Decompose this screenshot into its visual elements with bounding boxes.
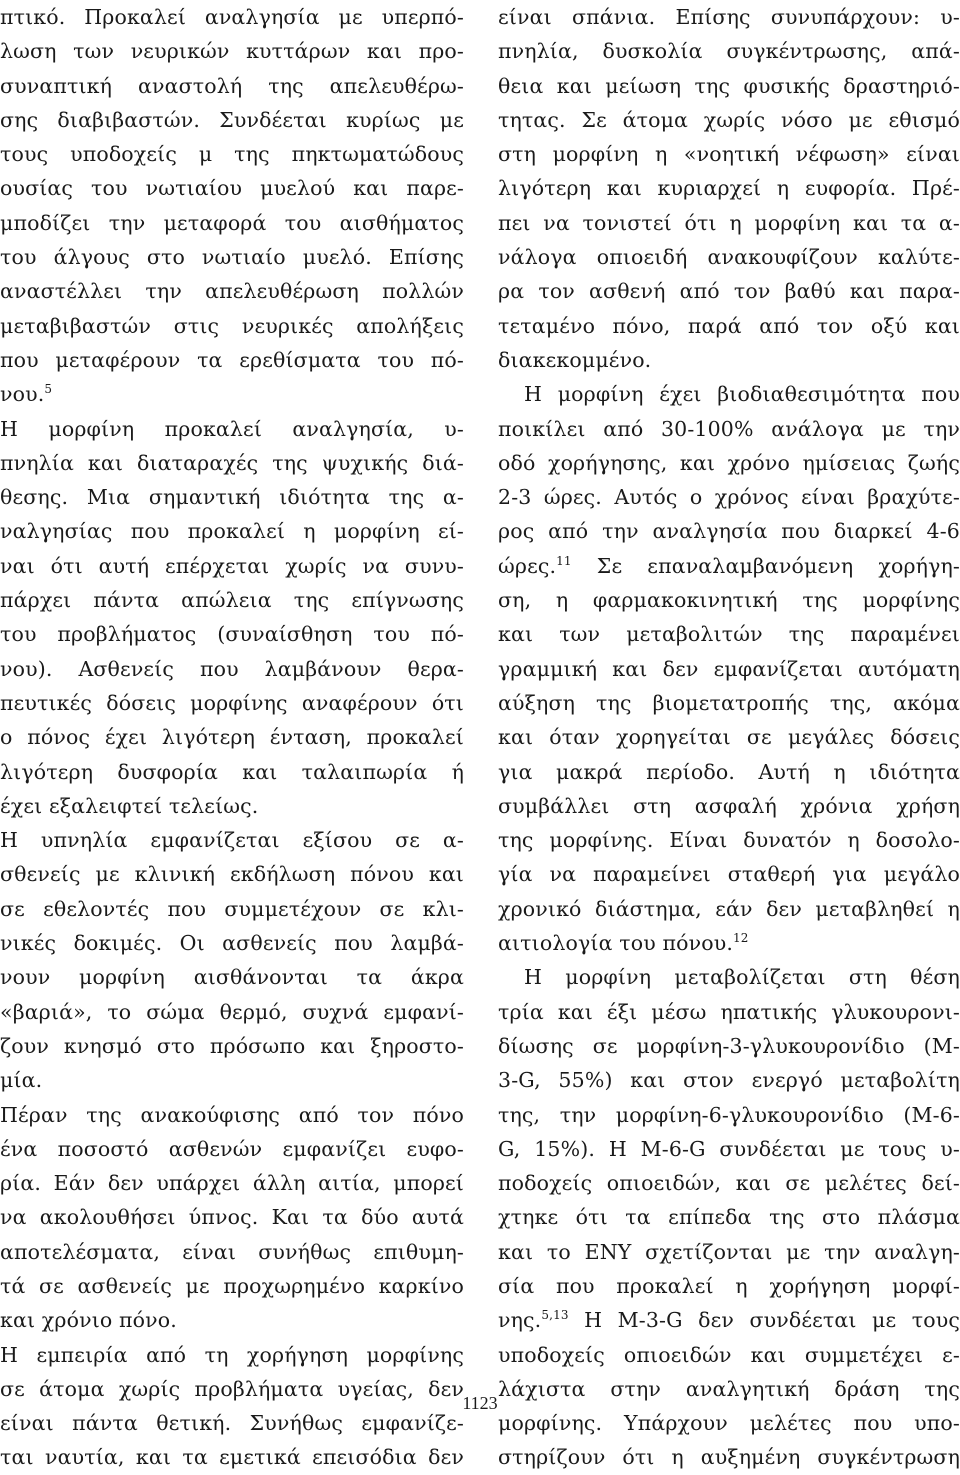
line-text: αύξηση της βιομετατροπής της, ακόμα <box>498 690 960 715</box>
line-text: πάρχει πάντα απώλεια της επίγνωσης <box>0 588 464 613</box>
text-line <box>0 549 464 583</box>
text-line <box>0 1235 464 1269</box>
text-line <box>0 377 464 411</box>
text-line <box>498 274 960 308</box>
text-line <box>498 69 960 103</box>
line-text: τητας. Σε άτομα χωρίς νόσο με εθισμό <box>498 107 960 132</box>
line-text: ρα τον ασθενή από τον βαθύ και παρα- <box>498 279 960 304</box>
line-text: Πέραν της ανακούφισης από τον πόνο <box>0 1102 464 1127</box>
text-line <box>498 1063 960 1097</box>
text-line <box>0 926 464 960</box>
text-line <box>498 823 960 857</box>
line-text: μποδίζει την μεταφορά του αισθήματος <box>0 210 464 235</box>
line-text: για μακρά περίοδο. Αυτή η ιδιότητα <box>498 759 960 784</box>
line-text: στηρίζουν ότι η αυξημένη συγκέντρωση <box>498 1445 960 1470</box>
line-text: τους υποδοχείς μ της πηκτωματώδους <box>0 142 464 167</box>
line-text: Η μορφίνη προκαλεί αναλγησία, υ- <box>0 416 464 441</box>
text-line <box>498 412 960 446</box>
text-line <box>498 1235 960 1269</box>
text-line <box>0 720 464 754</box>
line-text: σε άτομα χωρίς προβλήματα υγείας, δεν <box>0 1376 464 1401</box>
text-line <box>0 309 464 343</box>
citation-superscript: 5,13 <box>541 1308 569 1323</box>
line-text: 3-G, 55%) και στον ενεργό μεταβολίτη <box>498 1068 960 1093</box>
line-text: και χρόνιο πόνο. <box>0 1308 177 1333</box>
text-line <box>0 892 464 926</box>
line-text: είναι πάντα θετική. Συνήθως εμφανίζε- <box>0 1411 464 1436</box>
line-text: συμβάλλει στη ασφαλή χρόνια χρήση <box>498 793 960 818</box>
line-text: στη μορφίνη η «νοητική νέφωση» είναι <box>498 142 960 167</box>
line-text: και όταν χορηγείται σε μεγάλες δόσεις <box>498 725 960 750</box>
line-text: σε εθελοντές που συμμετέχουν σε κλι- <box>0 896 464 921</box>
text-line <box>498 171 960 205</box>
citation-superscript: 12 <box>733 931 749 946</box>
text-line <box>498 0 960 34</box>
line-text: θεσης. Μια σημαντική ιδιότητα της α- <box>0 485 464 510</box>
text-line <box>0 823 464 857</box>
text-line <box>498 549 960 583</box>
line-text: οδό χορήγησης, και χρόνο ημίσειας ζωής <box>498 450 960 475</box>
text-line <box>0 0 464 34</box>
text-line <box>0 960 464 994</box>
text-line <box>498 1338 960 1372</box>
line-text: πευτικές δόσεις μορφίνης αναφέρουν ότι <box>0 690 464 715</box>
text-line <box>498 1440 960 1474</box>
line-text: ένα ποσοστό ασθενών εμφανίζει ευφο- <box>0 1136 464 1161</box>
line-text: Η εμπειρία από τη χορήγηση μορφίνης <box>0 1342 464 1367</box>
line-text: θεια και μείωση της φυσικής δραστηριό- <box>498 73 960 98</box>
text-line <box>498 1132 960 1166</box>
line-text: σία που προκαλεί η χορήγηση μορφί- <box>498 1273 960 1298</box>
text-line <box>0 137 464 171</box>
text-line <box>0 69 464 103</box>
text-line <box>0 274 464 308</box>
line-text: μορφίνης. Υπάρχουν μελέτες που υπο- <box>498 1411 960 1436</box>
line-text: γραμμική και δεν εμφανίζεται αυτόματη <box>498 656 960 681</box>
text-line <box>0 617 464 651</box>
line-text: έχει εξαλειφτεί τελείως. <box>0 793 259 818</box>
text-line <box>498 1200 960 1234</box>
line-text: χρονικό διάστημα, εάν δεν μεταβληθεί η <box>498 896 960 921</box>
text-line <box>498 480 960 514</box>
text-line <box>0 1200 464 1234</box>
line-text: Η μορφίνη έχει βιοδιαθεσιμότητα που <box>524 382 960 407</box>
line-text: ζουν κνησμό στο πρόσωπο και ξηροστο- <box>0 1033 464 1058</box>
line-text: σθενείς με κλινική εκδήλωση πόνου και <box>0 862 464 887</box>
line-text: γία να παραμείνει σταθερή για μεγάλο <box>498 862 960 887</box>
line-text: ναι ότι αυτή επέρχεται χωρίς να συνυ- <box>0 553 464 578</box>
text-line <box>0 480 464 514</box>
citation-superscript: 11 <box>556 553 572 568</box>
line-text: νουν μορφίνη αισθάνονται τα άκρα <box>0 965 464 990</box>
text-line <box>498 1098 960 1132</box>
right-text-column <box>498 0 960 1475</box>
text-line <box>0 514 464 548</box>
line-text: χτηκε ότι τα επίπεδα της στο πλάσμα <box>498 1205 960 1230</box>
text-line <box>498 1166 960 1200</box>
line-text: Η υπνηλία εμφανίζεται εξίσου σε α- <box>0 828 464 853</box>
text-line <box>0 1338 464 1372</box>
line-text: Σε επαναλαμβανόμενη χορήγη- <box>571 553 960 578</box>
text-line <box>498 583 960 617</box>
text-line <box>0 412 464 446</box>
text-line <box>498 789 960 823</box>
text-line <box>498 446 960 480</box>
line-text: μία. <box>0 1068 43 1093</box>
line-text: αποτελέσματα, είναι συνήθως επιθυμη- <box>0 1239 464 1264</box>
line-text: ρος από την αναλγησία που διαρκεί 4-6 <box>498 519 960 544</box>
text-line <box>0 34 464 68</box>
line-text: ναλγησίας που προκαλεί η μορφίνη εί- <box>0 519 464 544</box>
line-text: υποδοχείς οπιοειδών και συμμετέχει ε- <box>498 1342 960 1367</box>
text-line <box>0 995 464 1029</box>
line-text: λάχιστα στην αναλγητική δράση της <box>498 1376 960 1401</box>
line-text: Η Μ-3-G δεν συνδέεται με τους <box>568 1308 960 1333</box>
line-text: να ακολουθήσει ύπνος. Και τα δύο αυτά <box>0 1205 464 1230</box>
line-text: ουσίας του νωτιαίου μυελού και παρε- <box>0 176 464 201</box>
line-text: σης διαβιβαστών. Συνδέεται κυρίως με <box>0 107 464 132</box>
text-line <box>0 1269 464 1303</box>
text-line <box>498 892 960 926</box>
text-line <box>0 1063 464 1097</box>
line-text: διακεκομμένο. <box>498 347 652 372</box>
text-line <box>0 1166 464 1200</box>
text-line <box>0 652 464 686</box>
line-text: και των μεταβολιτών της παραμένει <box>498 622 960 647</box>
text-line <box>0 1098 464 1132</box>
text-line <box>498 137 960 171</box>
line-text: του προβλήματος (συναίσθηση του πό- <box>0 622 464 647</box>
text-line <box>498 34 960 68</box>
text-line <box>0 1132 464 1166</box>
line-text: της, την μορφίνη-6-γλυκουρονίδιο (Μ-6- <box>498 1102 960 1127</box>
line-text: πνηλία και διαταραχές της ψυχικής διά- <box>0 450 464 475</box>
line-text: του άλγους στο νωτιαίο μυελό. Επίσης <box>0 245 464 270</box>
line-text: είναι σπάνια. Επίσης συνυπάρχουν: υ- <box>498 5 960 29</box>
line-text: της μορφίνης. Είναι δυνατόν η δοσολο- <box>498 828 960 853</box>
line-text: ο πόνος έχει λιγότερη ένταση, προκαλεί <box>0 725 464 750</box>
text-line <box>498 720 960 754</box>
text-line <box>0 1303 464 1337</box>
text-line <box>0 583 464 617</box>
line-text: «βαριά», το σώμα θερμό, συχνά εμφανί- <box>0 999 464 1024</box>
text-line <box>498 926 960 960</box>
text-line <box>498 652 960 686</box>
line-text: πνηλία, δυσκολία συγκέντρωσης, απά- <box>498 39 960 64</box>
line-text: αιτιολογία του πόνου. <box>498 931 733 956</box>
line-text: G, 15%). Η Μ-6-G συνδέεται με τους υ- <box>498 1136 960 1161</box>
text-line <box>0 171 464 205</box>
line-text: 2-3 ώρες. Αυτός ο χρόνος είναι βραχύτε- <box>498 485 960 510</box>
line-text: που μεταφέρουν τα ερεθίσματα του πό- <box>0 347 464 372</box>
text-line <box>0 446 464 480</box>
text-line <box>498 240 960 274</box>
text-line <box>498 857 960 891</box>
line-text: ώρες. <box>498 553 557 578</box>
text-line <box>498 1303 960 1337</box>
line-text: τεταμένο πόνο, παρά από τον οξύ και <box>498 313 960 338</box>
line-text: νάλογα οπιοειδή ανακουφίζουν καλύτε- <box>498 245 960 270</box>
text-line <box>0 686 464 720</box>
text-line <box>0 240 464 274</box>
text-line <box>498 1029 960 1063</box>
text-line <box>498 343 960 377</box>
citation-superscript: 5 <box>44 382 53 397</box>
line-text: τρία και έξι μέσω ηπατικής γλυκουρονι- <box>498 999 960 1024</box>
line-text: πτικό. Προκαλεί αναλγησία με υπερπό- <box>0 5 464 29</box>
text-line <box>498 1269 960 1303</box>
text-line <box>498 103 960 137</box>
line-text: νου. <box>0 382 45 407</box>
text-line <box>0 857 464 891</box>
line-text: ση, η φαρμακοκινητική της μορφίνης <box>498 588 960 613</box>
line-text: συναπτική αναστολή της απελευθέρω- <box>0 73 464 98</box>
text-line <box>0 1440 464 1474</box>
text-line <box>498 686 960 720</box>
line-text: δίωσης σε μορφίνη-3-γλυκουρονίδιο (Μ- <box>498 1033 960 1058</box>
line-text: λωση των νευρικών κυττάρων και προ- <box>0 39 464 64</box>
line-text: πει να τονιστεί ότι η μορφίνη και τα α- <box>498 210 960 235</box>
line-text: ται ναυτία, και τα εμετικά επεισόδια δεν <box>0 1445 464 1470</box>
line-text: ποικίλει από 30-100% ανάλογα με την <box>498 416 960 441</box>
text-line <box>498 617 960 651</box>
text-line <box>0 103 464 137</box>
line-text: λιγότερη δυσφορία και ταλαιπωρία ή <box>0 759 464 784</box>
text-line <box>0 1029 464 1063</box>
line-text: νικές δοκιμές. Οι ασθενείς που λαμβά- <box>0 931 464 956</box>
line-text: λιγότερη και κυριαρχεί η ευφορία. Πρέ- <box>498 176 960 201</box>
line-text: και το ΕΝΥ σχετίζονται με την αναλγη- <box>498 1239 960 1264</box>
line-text: ποδοχείς οπιοειδών, και σε μελέτες δεί- <box>498 1171 960 1196</box>
left-text-column <box>0 0 464 1475</box>
text-line <box>498 960 960 994</box>
text-line <box>498 206 960 240</box>
text-line <box>0 755 464 789</box>
text-line <box>0 343 464 377</box>
text-line <box>498 995 960 1029</box>
text-line <box>498 309 960 343</box>
line-text: νης. <box>498 1308 542 1333</box>
page-number: 1123 <box>462 1393 498 1413</box>
line-text: μεταβιβαστών στις νευρικές απολήξεις <box>0 313 464 338</box>
line-text: αναστέλλει την απελευθέρωση πολλών <box>0 279 464 304</box>
text-line <box>0 789 464 823</box>
text-line <box>498 514 960 548</box>
line-text: νου). Ασθενείς που λαμβάνουν θερα- <box>0 656 464 681</box>
line-text: τά σε ασθενείς με προχωρημένο καρκίνο <box>0 1273 464 1298</box>
text-line <box>0 206 464 240</box>
line-text: Η μορφίνη μεταβολίζεται στη θέση <box>524 965 960 990</box>
text-line <box>498 755 960 789</box>
line-text: ρία. Εάν δεν υπάρχει άλλη αιτία, μπορεί <box>0 1171 464 1196</box>
text-line <box>498 377 960 411</box>
